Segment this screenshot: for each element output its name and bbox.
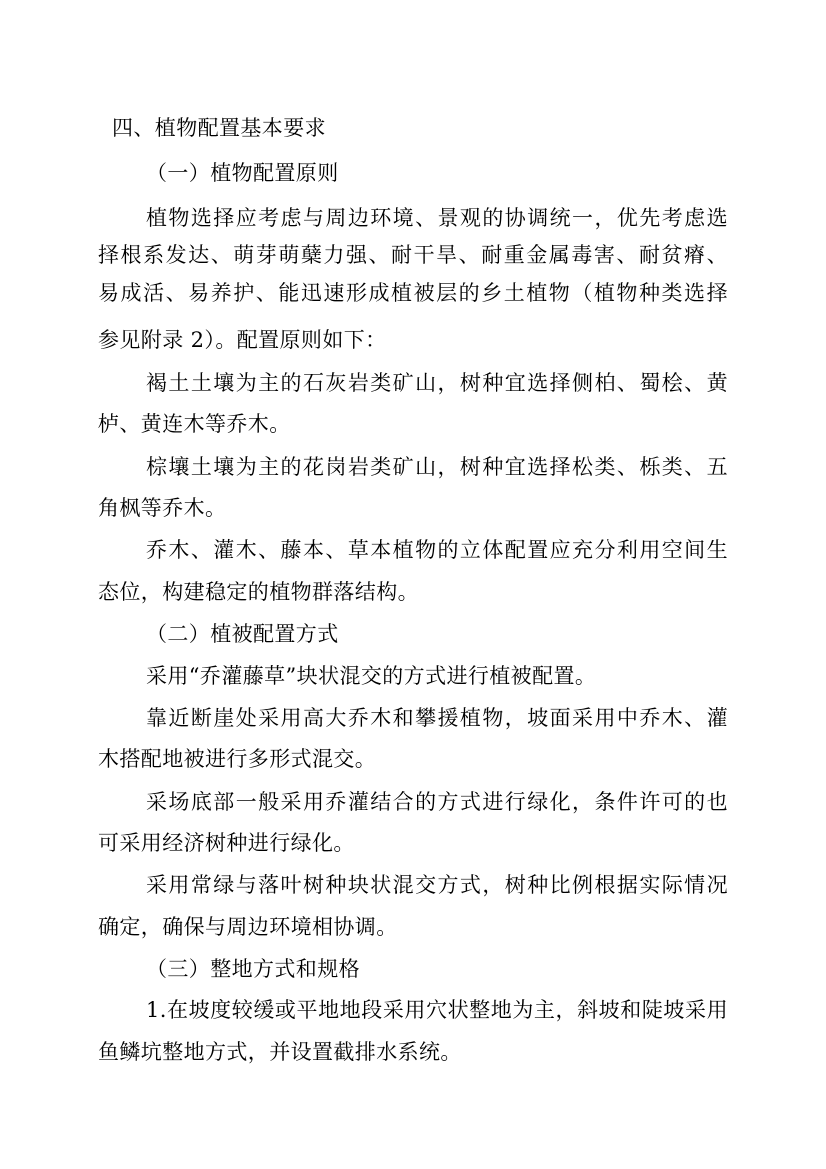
paragraph-line: 植物选择应考虑与周边环境、景观的协调统一，优先考虑选 [146, 206, 728, 230]
paragraph-line: 乔木、灌木、藤本、草本植物的立体配置应充分利用空间生 [146, 538, 728, 562]
paragraph-line: 参见附录 2）。配置原则如下： [98, 328, 387, 352]
subsection-title-2: （二）植被配置方式 [146, 622, 339, 646]
paragraph-line: 褐土土壤为主的石灰岩类矿山，树种宜选择侧柏、蜀桧、黄 [146, 371, 728, 395]
subsection-title-1: （一）植物配置原则 [146, 161, 339, 185]
paragraph-line: 采场底部一般采用乔灌结合的方式进行绿化，条件许可的也 [146, 790, 728, 814]
paragraph-line: 确定，确保与周边环境相协调。 [98, 915, 398, 939]
paragraph-line: 易成活、易养护、能迅速形成植被层的乡土植物（植物种类选择 [98, 281, 728, 305]
paragraph-line: 木搭配地被进行多形式混交。 [98, 747, 377, 771]
section-heading: 四、植物配置基本要求 [112, 116, 326, 140]
paragraph-line: 态位，构建稳定的植物群落结构。 [98, 580, 419, 604]
paragraph-line: 采用“乔灌藤草”块状混交的方式进行植被配置。 [146, 664, 597, 688]
paragraph-line: 择根系发达、萌芽萌蘖力强、耐干旱、耐重金属毒害、耐贫瘠、 [98, 243, 728, 267]
paragraph-line: 可采用经济树种进行绿化。 [98, 831, 355, 855]
paragraph-line: 棕壤土壤为主的花岗岩类矿山，树种宜选择松类、栎类、五 [146, 455, 728, 479]
paragraph-line: 角枫等乔木。 [98, 496, 227, 520]
paragraph-line: 采用常绿与落叶树种块状混交方式，树种比例根据实际情况 [146, 873, 728, 897]
paragraph-line: 靠近断崖处采用高大乔木和攀援植物，坡面采用中乔木、灌 [146, 706, 728, 730]
paragraph-line: 鱼鳞坑整地方式，并设置截排水系统。 [98, 1040, 462, 1064]
paragraph-line: 1.在坡度较缓或平地地段采用穴状整地为主，斜坡和陡坡采用 [146, 998, 728, 1022]
paragraph-line: 栌、黄连木等乔木。 [98, 412, 291, 436]
subsection-title-3: （三）整地方式和规格 [146, 957, 360, 981]
